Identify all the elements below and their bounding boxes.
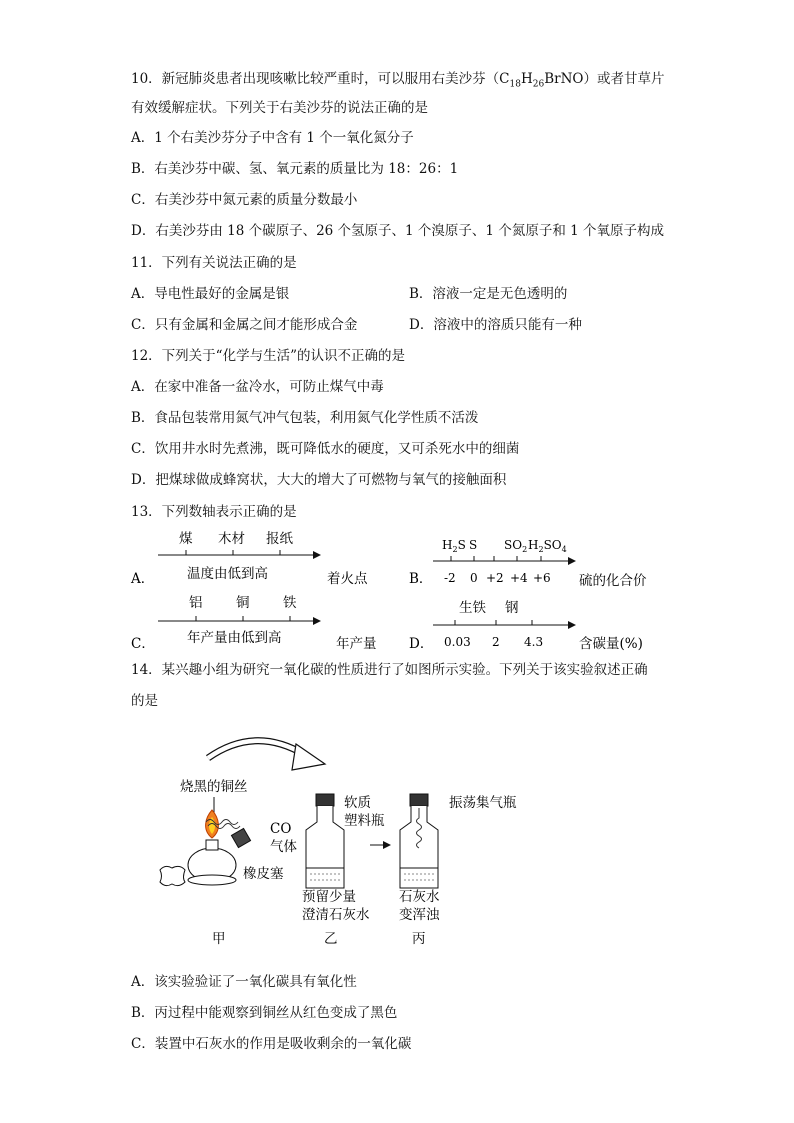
- q13-b-tick-label: +4: [510, 571, 528, 585]
- q13-a-label: A．: [131, 571, 155, 587]
- label-soft: 软质: [344, 795, 371, 811]
- q10-stem-part2: BrNO）或者甘草片: [544, 71, 665, 87]
- q13-b-h2so4: $H_2SO_4$: [528, 538, 567, 554]
- label-burnt-copper-wire: 烧黑的铜丝: [180, 779, 248, 795]
- q12-option-a: A．在家中准备一盆冷水，可防止煤气中毒: [131, 379, 384, 395]
- q13-a-item-paper: 报纸: [266, 531, 293, 547]
- label-reserve: 预留少量: [302, 889, 356, 905]
- q10-stem-line1: [131, 70, 664, 94]
- q10-stem-part1: 10．新冠肺炎患者出现咳嗽比较严重时，可以服用右美沙芬（C: [131, 71, 510, 87]
- q13-c-tail: 年产量: [336, 636, 377, 652]
- label-co: CO: [270, 821, 292, 837]
- q13-a-axis-text: 温度由低到高: [187, 566, 268, 582]
- q13-c-item-cu: 铜: [236, 595, 250, 611]
- label-plastic-bottle: 塑料瓶: [344, 813, 385, 829]
- plastic-bottle-yi: [306, 794, 344, 888]
- q10-option-b: B．右美沙芬中碳、氢、氧元素的质量比为 18：26：1: [131, 161, 459, 177]
- q13-d-tick-label: 4.3: [524, 635, 544, 649]
- label-shake-bottle: 振荡集气瓶: [449, 795, 517, 811]
- q14-stem-line2: 的是: [131, 693, 158, 709]
- q13-a-item-wood: 木材: [218, 531, 245, 547]
- q13-d-item-pig-iron: 生铁: [459, 600, 486, 616]
- q13-c-axis-text: 年产量由低到高: [187, 630, 282, 646]
- q12-stem: 12．下列关于“化学与生活”的认识不正确的是: [131, 348, 405, 364]
- rubber-stopper: [231, 828, 250, 847]
- q14-stem-line1: 14．某兴趣小组为研究一氧化碳的性质进行了如图所示实验。下列关于该实验叙述正确: [131, 662, 648, 678]
- q11-option-c: C．只有金属和金属之间才能形成合金: [131, 317, 358, 333]
- q14-experiment-figure: [0, 730, 794, 950]
- q13-stem: 13．下列数轴表示正确的是: [131, 504, 297, 520]
- plastic-bottle-bing: [400, 794, 438, 888]
- label-jia: 甲: [212, 931, 226, 947]
- label-turbid: 变浑浊: [399, 907, 440, 923]
- q11-option-b: B．溶液一定是无色透明的: [409, 286, 568, 302]
- q11-option-d: D．溶液中的溶质只能有一种: [409, 317, 582, 333]
- q13-d-item-steel: 钢: [505, 600, 519, 616]
- q13-b-tick-label: +2: [486, 571, 504, 585]
- q13-b-so2: $SO_2$: [504, 538, 528, 554]
- label-clear-limewater: 澄清石灰水: [302, 907, 370, 923]
- q11-stem: 11．下列有关说法正确的是: [131, 255, 297, 271]
- q13-a-tail: 着火点: [327, 571, 368, 587]
- q13-number-lines: [0, 525, 794, 655]
- q14-option-c: C．装置中石灰水的作用是吸收剩余的一氧化碳: [131, 1036, 412, 1052]
- transfer-arrow-head: [292, 744, 325, 770]
- q13-c-label: C．: [131, 636, 155, 652]
- q13-a-item-coal: 煤: [179, 531, 193, 547]
- q13-d-tick-label: 0.03: [444, 635, 471, 649]
- q13-c-item-al: 铝: [189, 595, 203, 611]
- q11-option-a: A．导电性最好的金属是银: [131, 286, 290, 302]
- q13-d-tail: 含碳量(%): [579, 636, 643, 652]
- label-bing: 丙: [412, 931, 426, 947]
- q10-stem-line2: 有效缓解症状。下列关于右美沙芬的说法正确的是: [131, 100, 428, 116]
- q14-option-b: B．丙过程中能观察到铜丝从红色变成了黑色: [131, 1005, 398, 1021]
- label-rubber-stopper: 橡皮塞: [243, 866, 284, 882]
- q10-sub-c: 18: [509, 79, 521, 90]
- q10-option-c: C．右美沙芬中氮元素的质量分数最小: [131, 192, 358, 208]
- q13-b-tail: 硫的化合价: [579, 573, 647, 589]
- q13-b-s: S: [469, 538, 478, 552]
- q10-h: H: [520, 71, 533, 87]
- q10-option-d: D．右美沙芬由 18 个碳原子、26 个氢原子、1 个溴原子、1 个氮原子和 1 个氧原子构成: [131, 223, 664, 239]
- q13-b-tick-label: -2: [444, 571, 456, 585]
- q10-sub-h: 26: [532, 79, 545, 90]
- q12-option-d: D．把煤球做成蜂窝状，大大的增大了可燃物与氧气的接触面积: [131, 472, 507, 488]
- q13-b-label: B．: [409, 571, 433, 587]
- q10-option-a: A．1 个右美沙芬分子中含有 1 个一氧化氮分子: [131, 130, 414, 146]
- q13-c-item-fe: 铁: [283, 595, 297, 611]
- q13-b-tick-label: +6: [533, 571, 551, 585]
- label-limewater: 石灰水: [399, 889, 440, 905]
- cloth: [160, 866, 185, 885]
- q13-d-label: D．: [409, 636, 434, 652]
- q14-option-a: A．该实验验证了一氧化碳具有氧化性: [131, 974, 357, 990]
- q12-option-c: C．饮用井水时先煮沸，既可降低水的硬度，又可杀死水中的细菌: [131, 441, 520, 457]
- label-gas: 气体: [270, 839, 297, 855]
- q13-b-h2s: $H_2S$: [442, 538, 466, 554]
- q13-b-tick-label: 0: [470, 571, 478, 585]
- q13-d-tick-label: 2: [492, 635, 500, 649]
- label-yi: 乙: [324, 931, 338, 947]
- q12-option-b: B．食品包装常用氮气冲气包装，利用氮气化学性质不活泼: [131, 410, 479, 426]
